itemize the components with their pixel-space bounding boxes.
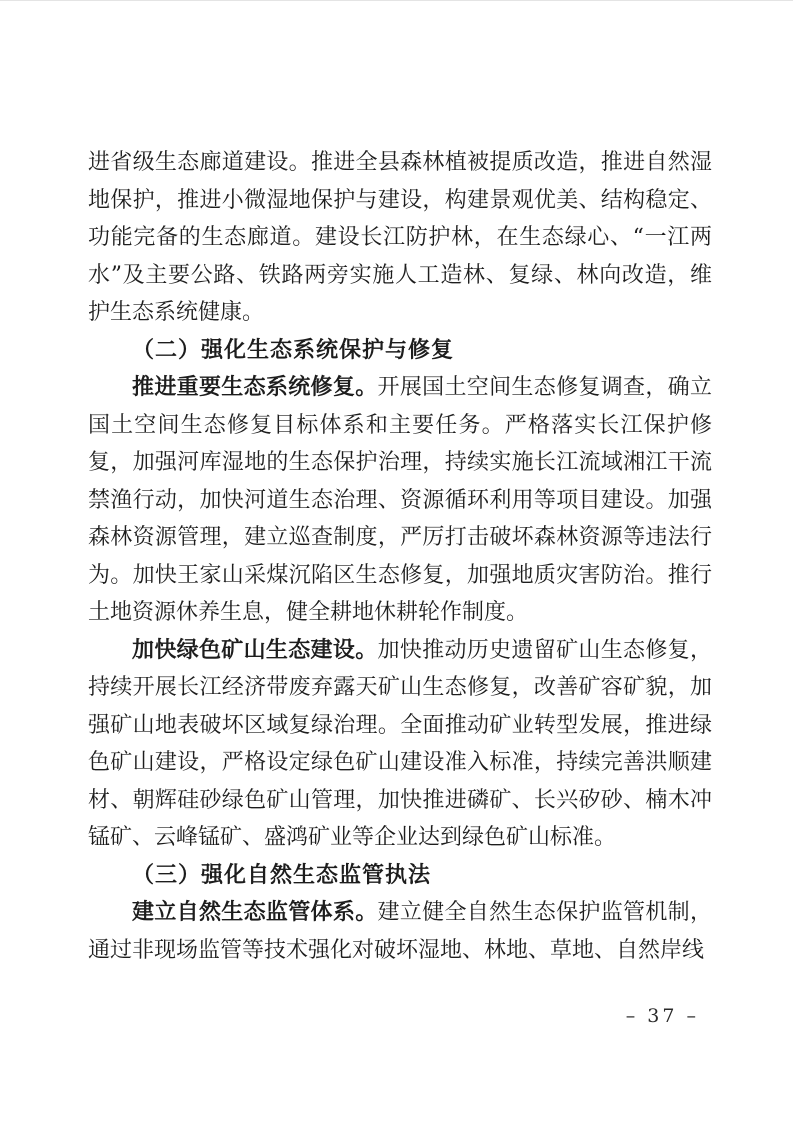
paragraph [88, 144, 712, 332]
section-heading [88, 857, 712, 895]
paragraph-lead: 建立自然生态监管体系。 [132, 900, 378, 925]
section-heading-text: （二）强化生态系统保护与修复 [132, 337, 455, 363]
section-heading-text: （三）强化自然生态监管执法 [132, 862, 432, 888]
paragraph [88, 369, 712, 632]
paragraph-lead: 加快绿色矿山生态建设。 [132, 637, 378, 663]
section-heading [88, 332, 712, 370]
paragraph-text: 建立健全自然生态保护监管机制，通过非现场监管等技术强化对破坏湿地、林地、草地、自然岸线 [88, 900, 712, 963]
paragraph-lead: 推进重要生态系统修复。 [132, 375, 378, 400]
page-number: – 37 – [625, 1005, 699, 1027]
paragraph-text: 进省级生态廊道建设。推进全县森林植被提质改造，推进自然湿地保护，推进小微湿地保护与建设，构建景观优美、结构稳定、功能完备的生态廊道。建设长江防护林，在生态绿心、“一江两水”及主要公路、铁路两旁实施人工造林、复绿、林向改造，维护生态系统健康。 [88, 150, 712, 325]
page-body-text [88, 144, 712, 969]
paragraph-text: 开展国土空间生态修复调查，确立国土空间生态修复目标体系和主要任务。严格落实长江保护修复，加强河库湿地的生态保护治理，持续实施长江流域湘江干流禁渔行动，加快河道生态治理、资源循环利用等项目建设。加强森林资源管理，建立巡查制度，严厉打击破坏森林资源等违法行为。加快王家山采煤沉陷区生态修复，加强地质灾害防治。推行土地资源休养生息，健全耕地休耕轮作制度。 [88, 375, 712, 625]
paragraph [88, 632, 712, 857]
paragraph [88, 894, 712, 969]
paragraph-text: 加快推动历史遗留矿山生态修复，持续开展长江经济带废弃露天矿山生态修复，改善矿容矿貌，加强矿山地表破坏区域复绿治理。全面推动矿业转型发展，推进绿色矿山建设，严格设定绿色矿山建设准入标准，持续完善洪顺建材、朝辉硅砂绿色矿山管理，加快推进磷矿、长兴矽砂、楠木冲锰矿、云峰锰矿、盛鸿矿业等企业达到绿色矿山标准。 [88, 637, 712, 850]
